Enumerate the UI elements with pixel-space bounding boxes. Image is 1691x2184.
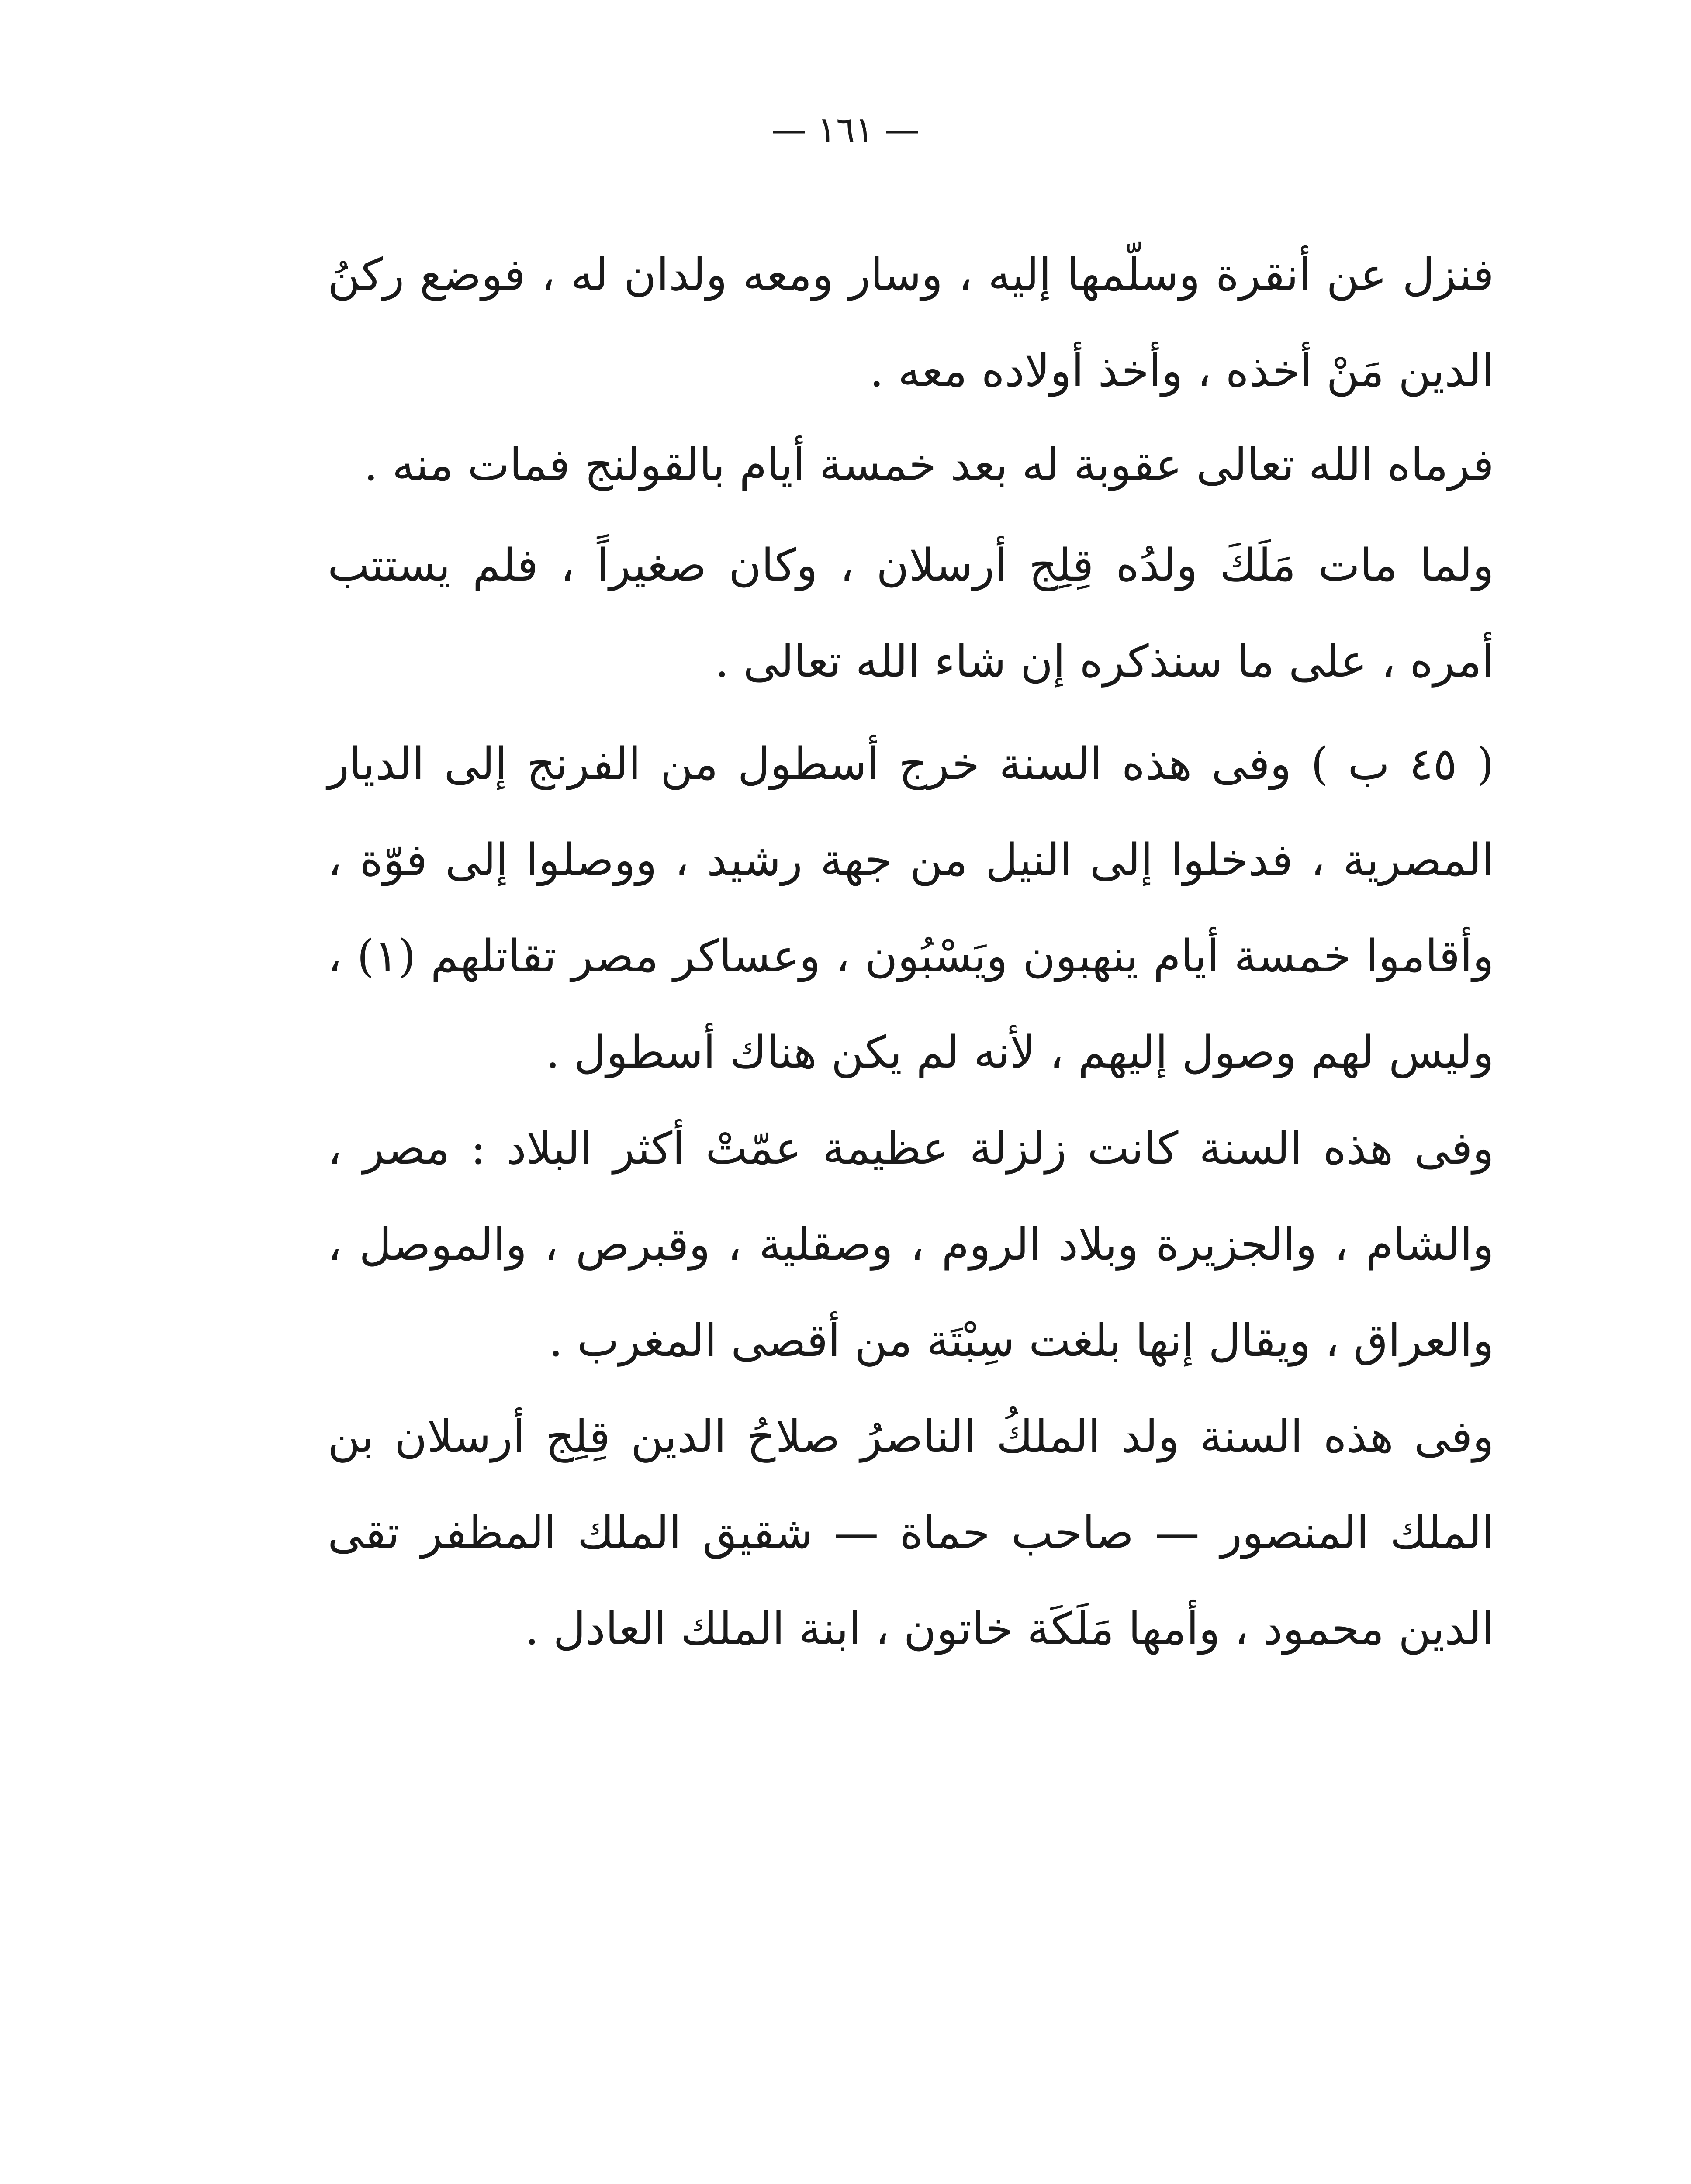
paragraph: ولما مات مَلَكَ ولدُه قِلِج أرسلان ، وكان صغيراً ، فلم يستتب أمره ، على ما سنذكره إن شاء الله تعالى . bbox=[328, 539, 1494, 688]
paragraph: وفى هذه السنة كانت زلزلة عظيمة عمّتْ أكثر البلاد : مصر ، والشام ، والجزيرة وبلاد الروم ، وصقلية ، وقبرص ، والموصل ، والعراق ، ويقال إنها بلغت سِبْتَة من أقصى المغرب . bbox=[328, 1123, 1494, 1367]
paragraph: فنزل عن أنقرة وسلّمها إليه ، وسار ومعه ولدان له ، فوضع ركنُ الدين مَنْ أخذه ، وأخذ أولاده معه . bbox=[328, 249, 1494, 397]
page-number: — ١٦١ — bbox=[771, 109, 920, 150]
paragraph: وفى هذه السنة ولد الملكُ الناصرُ صلاحُ الدين قِلِج أرسلان بن الملك المنصور — صاحب حماة — شقيق الملك المظفر تقى الدين محمود ، وأمها مَلَكَة خاتون ، ابنة الملك العادل . bbox=[328, 1411, 1494, 1655]
paragraph: ( ٤٥ ب ) وفى هذه السنة خرج أسطول من الفرنج إلى الديار المصرية ، فدخلوا إلى النيل من جهة رشيد ، ووصلوا إلى فوّة ، وأقاموا خمسة أيام ينهبون ويَسْبُون ، وعساكر مصر تقاتلهم (١) ، وليس لهم وصول إليهم ، لأنه لم يكن هناك أسطول . bbox=[328, 738, 1494, 1078]
paragraph: فرماه الله تعالى عقوبة له بعد خمسة أيام بالقولنج فمات منه . bbox=[363, 439, 1494, 491]
